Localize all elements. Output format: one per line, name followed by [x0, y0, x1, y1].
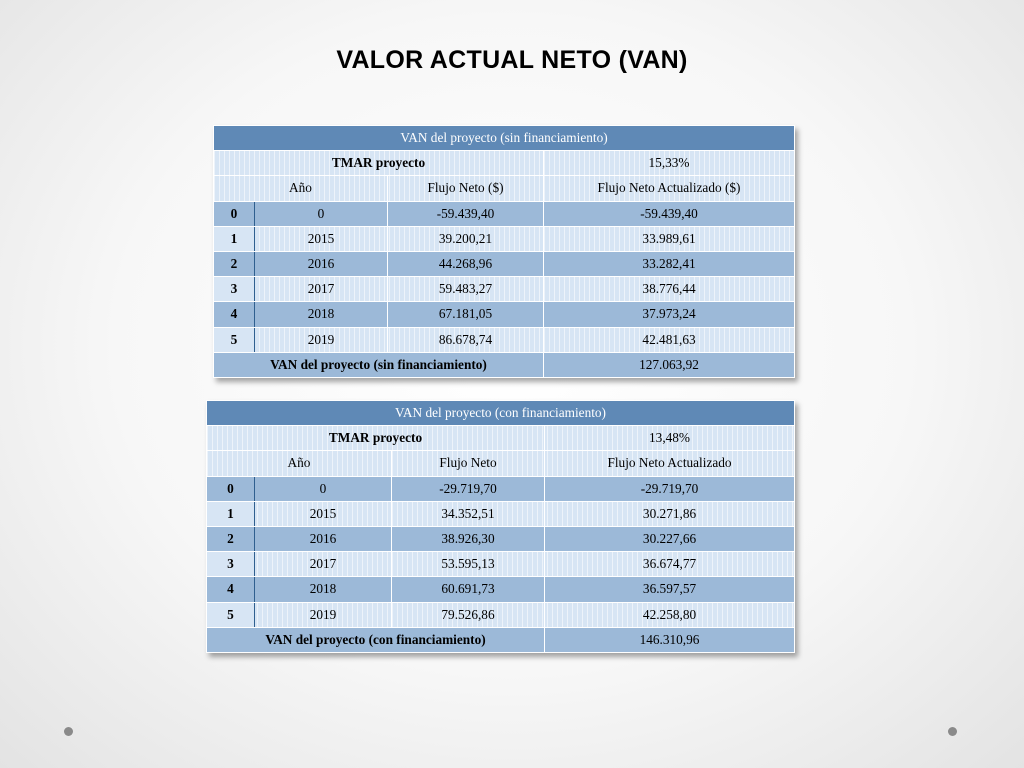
period-cell: 5 [207, 602, 255, 627]
flujo-cell: 86.678,74 [388, 327, 544, 352]
flujo-cell: 67.181,05 [388, 302, 544, 327]
flujo-cell: 34.352,51 [392, 501, 545, 526]
actualizado-cell: 36.597,57 [545, 577, 795, 602]
actualizado-cell: 42.258,80 [545, 602, 795, 627]
table-row [207, 501, 795, 526]
year-cell: 2015 [255, 501, 392, 526]
year-cell: 2019 [255, 327, 388, 352]
total-value: 127.063,92 [544, 352, 795, 377]
period-cell: 0 [214, 201, 255, 226]
period-cell: 5 [214, 327, 255, 352]
flujo-cell: -59.439,40 [388, 201, 544, 226]
column-header-actualizado: Flujo Neto Actualizado ($) [544, 176, 795, 201]
actualizado-cell: 38.776,44 [544, 277, 795, 302]
table-caption-row [214, 126, 795, 151]
period-cell: 4 [214, 302, 255, 327]
column-header-year: Año [214, 176, 388, 201]
total-value: 146.310,96 [545, 627, 795, 652]
table-row [214, 201, 795, 226]
year-cell: 2019 [255, 602, 392, 627]
actualizado-cell: 37.973,24 [544, 302, 795, 327]
table-row [214, 251, 795, 276]
decorative-dot-left [64, 727, 73, 736]
table-row [214, 327, 795, 352]
period-cell: 2 [214, 251, 255, 276]
period-cell: 1 [207, 501, 255, 526]
year-cell: 2017 [255, 552, 392, 577]
period-cell: 3 [214, 277, 255, 302]
tmar-value: 15,33% [544, 151, 795, 176]
column-header-flujo: Flujo Neto [392, 451, 545, 476]
flujo-cell: 53.595,13 [392, 552, 545, 577]
period-cell: 2 [207, 526, 255, 551]
column-header-year: Año [207, 451, 392, 476]
table-row [207, 476, 795, 501]
van-table-con-financiamiento [206, 400, 795, 653]
slide-title: VALOR ACTUAL NETO (VAN) [336, 46, 688, 74]
flujo-cell: 79.526,86 [392, 602, 545, 627]
actualizado-cell: 33.989,61 [544, 226, 795, 251]
total-row [214, 352, 795, 377]
tmar-label: TMAR proyecto [207, 426, 545, 451]
actualizado-cell: 36.674,77 [545, 552, 795, 577]
total-row [207, 627, 795, 652]
column-header-row [214, 176, 795, 201]
actualizado-cell: 42.481,63 [544, 327, 795, 352]
period-cell: 1 [214, 226, 255, 251]
table-row [207, 526, 795, 551]
period-cell: 4 [207, 577, 255, 602]
actualizado-cell: 30.271,86 [545, 501, 795, 526]
column-header-row [207, 451, 795, 476]
flujo-cell: 44.268,96 [388, 251, 544, 276]
column-header-flujo: Flujo Neto ($) [388, 176, 544, 201]
tmar-row [207, 426, 795, 451]
period-cell: 3 [207, 552, 255, 577]
total-label: VAN del proyecto (sin financiamiento) [214, 352, 544, 377]
tmar-label: TMAR proyecto [214, 151, 544, 176]
year-cell: 0 [255, 201, 388, 226]
total-label: VAN del proyecto (con financiamiento) [207, 627, 545, 652]
flujo-cell: 59.483,27 [388, 277, 544, 302]
flujo-cell: 39.200,21 [388, 226, 544, 251]
flujo-cell: -29.719,70 [392, 476, 545, 501]
year-cell: 2017 [255, 277, 388, 302]
actualizado-cell: 33.282,41 [544, 251, 795, 276]
flujo-cell: 38.926,30 [392, 526, 545, 551]
flujo-cell: 60.691,73 [392, 577, 545, 602]
actualizado-cell: -59.439,40 [544, 201, 795, 226]
tmar-row [214, 151, 795, 176]
year-cell: 0 [255, 476, 392, 501]
table-row [214, 226, 795, 251]
van-table-sin-financiamiento [213, 125, 795, 378]
decorative-dot-right [948, 727, 957, 736]
period-cell: 0 [207, 476, 255, 501]
tmar-value: 13,48% [545, 426, 795, 451]
year-cell: 2018 [255, 577, 392, 602]
table-row [207, 577, 795, 602]
table-row [214, 277, 795, 302]
actualizado-cell: 30.227,66 [545, 526, 795, 551]
table-caption: VAN del proyecto (sin financiamiento) [214, 126, 795, 151]
column-header-actualizado: Flujo Neto Actualizado [545, 451, 795, 476]
table-caption-row [207, 401, 795, 426]
year-cell: 2015 [255, 226, 388, 251]
table-row [214, 302, 795, 327]
table-row [207, 602, 795, 627]
year-cell: 2018 [255, 302, 388, 327]
actualizado-cell: -29.719,70 [545, 476, 795, 501]
year-cell: 2016 [255, 251, 388, 276]
table-caption: VAN del proyecto (con financiamiento) [207, 401, 795, 426]
table-row [207, 552, 795, 577]
year-cell: 2016 [255, 526, 392, 551]
